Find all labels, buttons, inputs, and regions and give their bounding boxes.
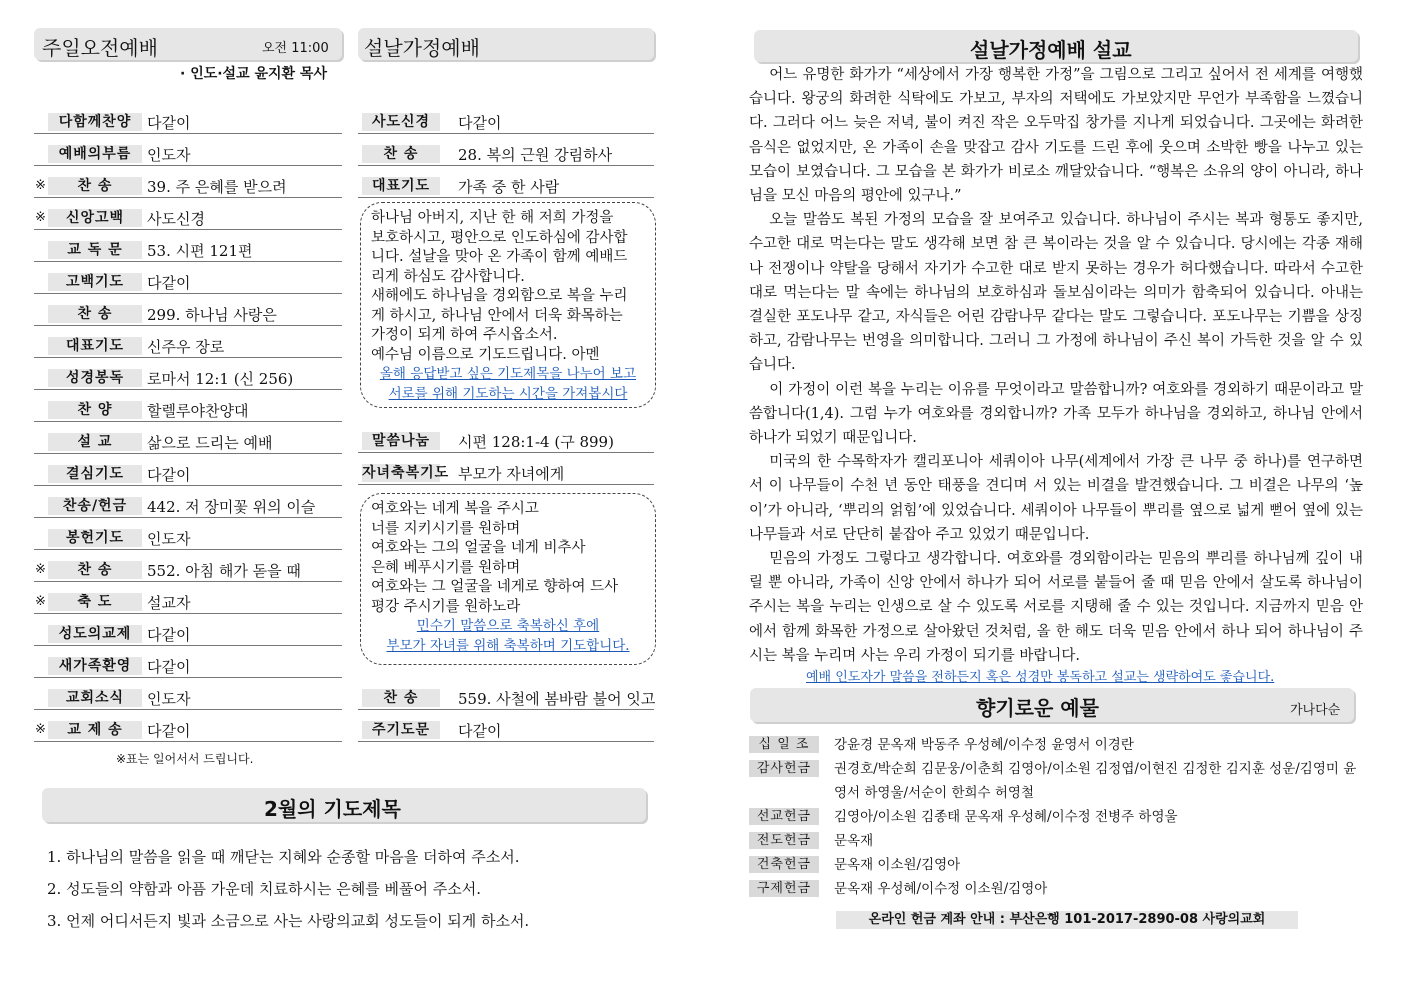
family-blessing-text: [371, 500, 645, 617]
offering-category: 전도헌금: [749, 832, 819, 849]
order-row: [358, 420, 654, 453]
offering-row: [749, 733, 1363, 757]
sermon-paragraph: 어느 유명한 화가가 “세상에서 가장 행복한 가정”을 그림으로 그리고 싶어서 전 세계를 여행했습니다. 왕궁의 화려한 식탁에도 가보고, 부자의 저택에도 가보았지만 무언가 부족함을 느꼈습니다. 그러다 어느 늦은 저녁, 불이 켜진 작은 오두막집 창가를 지나게 되었습니다. 그곳에는 화려한 음식은 없었지만, 온 가족이 손을 맞잡고 감사 기도를 드린 후에 웃으며 소박한 빵을 나누고 있는 모습이 보였습니다. 그 모습을 본 화가가 비로소 깨달았습니다. “행복은 소유의 양이 아니라, 하나님을 모신 마음의 평안에 있구나.”: [749, 67, 1363, 205]
online-account-notice: 온라인 헌금 계좌 안내 : 부산은행 101-2017-2890-08 사랑의교회: [836, 911, 1298, 929]
order-row: [34, 421, 342, 454]
order-label: 대표기도: [48, 337, 142, 355]
morning-footnote: ※표는 일어서서 드립니다.: [116, 752, 254, 766]
order-label: 말씀나눔: [362, 432, 440, 450]
order-label: 축 도: [48, 593, 142, 611]
order-label: 사도신경: [362, 113, 440, 131]
order-value: 할렐루야찬양대: [147, 402, 249, 420]
box-guide-line: 민수기 말씀으로 축복하신 후에: [416, 618, 600, 634]
box-line: 니다. 설날을 맞아 온 가족이 함께 예배드: [371, 249, 628, 265]
order-row: [358, 133, 654, 166]
box-line: 평강 주시기를 원하노라: [371, 598, 521, 615]
morning-service-time: 오전 11:00: [262, 41, 329, 56]
order-value: 인도자: [147, 146, 191, 164]
family-service-title: 설날가정예배: [364, 36, 480, 60]
order-value: 삶으로 드리는 예배: [147, 434, 273, 452]
order-value: 39. 주 은혜를 받으려: [147, 178, 287, 196]
order-label: 봉헌기도: [48, 529, 142, 547]
order-row: [34, 549, 342, 582]
offering-row: [749, 805, 1363, 829]
order-row: [358, 452, 654, 485]
standing-mark: ※: [35, 594, 46, 609]
order-value: 다같이: [458, 722, 502, 740]
order-label: 주기도문: [362, 721, 440, 739]
order-label: 교회소식: [48, 689, 142, 707]
order-row: [34, 133, 342, 166]
order-value: 다같이: [458, 114, 502, 132]
offering-title: 향기로운 예물: [976, 696, 1099, 720]
order-row: [358, 677, 654, 710]
order-label: 대표기도: [362, 177, 440, 195]
offering-row: [749, 829, 1363, 853]
order-row: [34, 517, 342, 550]
order-value: 인도자: [147, 690, 191, 708]
order-value: 부모가 자녀에게: [458, 465, 565, 483]
order-label: 교 제 송: [48, 721, 142, 739]
morning-service-title: 주일오전예배: [42, 36, 158, 60]
order-label: 찬 송: [48, 561, 142, 579]
family-prayer-box: [360, 202, 656, 408]
box-line: 여호와는 네게 복을 주시고: [371, 501, 539, 517]
box-line: 게 하시고, 하나님 안에서 더욱 화목하는: [371, 307, 623, 324]
order-row: [34, 165, 342, 198]
order-label: 예배의부름: [48, 145, 142, 163]
order-value: 53. 시편 121편: [147, 242, 253, 260]
order-row: [358, 101, 654, 134]
order-label: 설 교: [48, 433, 142, 451]
standing-mark: ※: [35, 178, 46, 193]
prayer-topics-header: [42, 788, 646, 822]
order-value: 다같이: [147, 114, 191, 132]
prayer-topics-title: 2월의 기도제목: [264, 797, 401, 821]
order-value: 552. 아침 해가 돋을 때: [147, 562, 301, 580]
order-value: 사도신경: [147, 210, 205, 228]
sermon-header: [754, 30, 1358, 62]
box-line: 가정이 되게 하여 주시옵소서.: [371, 327, 558, 343]
family-service-header: [358, 28, 654, 60]
order-label: 성도의교제: [48, 625, 142, 643]
order-label: 결심기도: [48, 465, 142, 483]
offering-category: 선교헌금: [749, 808, 819, 825]
order-row: [34, 325, 342, 358]
order-label: 교 독 문: [48, 241, 142, 259]
order-row: [34, 581, 342, 614]
order-value: 신주우 장로: [147, 338, 225, 356]
order-label: 자녀축복기도: [362, 465, 450, 481]
order-value: 다같이: [147, 658, 191, 676]
sermon-note: 예배 인도자가 말씀을 전하든지 혹은 성경만 봉독하고 설교는 생략하여도 좋습니다.: [806, 670, 1275, 685]
offering-names: 권경호/박순희 김문웅/이춘희 김영아/이소원 김정엽/이현진 김정한 김지훈 성운/김영미 윤영서 하영울/서순이 한희수 허영철: [834, 761, 1357, 801]
offering-names: 문옥재 우성혜/이수정 이소원/김영아: [834, 881, 1048, 897]
order-row: [358, 165, 654, 198]
offering-category: 구제헌금: [749, 880, 819, 897]
morning-leader: · 인도·설교 윤지환 목사: [180, 66, 327, 82]
order-row: [358, 709, 654, 742]
order-label: 성경봉독: [48, 369, 142, 387]
offering-category: 건축헌금: [749, 856, 819, 873]
sermon-paragraph: 오늘 말씀도 복된 가정의 모습을 잘 보여주고 있습니다. 하나님이 주시는 복과 형통도 좋지만, 수고한 대로 먹는다는 말도 생각해 보면 참 큰 복이라는 것을 알 수 있습니다. 당시에는 각종 재해나 전쟁이나 약탈을 당해서 자기가 수고한 대로 받지 못하는 경우가 허다했습니다. 따라서 수고한 대로 먹는다는 말 속에는 하나님의 보호하심과 돌보심이라는 의미가 함축되어 있습니다. 아내는 결실한 포도나무 같고, 자식들은 어린 감람나무 같다는 말도 그렇습니다. 포도나무는 기쁨을 상징하고, 감람나무는 번영을 의미합니다. 그러니 그 가정에 하나님이 주신 복이 가득한 것을 알 수 있습니다.: [749, 212, 1363, 374]
offering-row: [749, 757, 1363, 805]
family-prayer-text: [371, 209, 645, 365]
order-label: 찬송/헌금: [48, 497, 142, 515]
offering-names: 김영아/이소원 김종태 문옥재 우성혜/이수정 전병주 하영울: [834, 809, 1178, 825]
order-label: 다함께찬양: [48, 113, 142, 131]
box-line: 하나님 아버지, 지난 한 해 저희 가정을: [371, 210, 614, 226]
sermon-paragraph: 믿음의 가정도 그렇다고 생각합니다. 여호와를 경외함이라는 믿음의 뿌리를 하나님께 깊이 내릴 뿐 아니라, 가족이 신앙 안에서 하나가 되어 서로를 붙들어 줄 때 믿음 안에서 살도록 하나님이 주시는 복을 누리는 인생으로 살 수 있도록 서로를 지탱해 줄 수 있는 것입니다. 지금까지 믿음 안에서 함께 화목한 가정으로 살아왔던 것처럼, 올 한 해도 더욱 믿음 안에서 하나 되어 하나님이 주시는 복을 누리며 사는 우리 가정이 되기를 바랍니다.: [749, 551, 1363, 664]
standing-mark: ※: [35, 562, 46, 577]
order-value: 인도자: [147, 530, 191, 548]
order-row: [34, 485, 342, 518]
order-row: [34, 453, 342, 486]
order-value: 559. 사철에 봄바람 불어 잇고: [458, 690, 656, 708]
morning-service-header: [34, 28, 342, 60]
prayer-topic-item: 3. 언제 어디서든지 빛과 소금으로 사는 사랑의교회 성도들이 되게 하소서.: [47, 912, 530, 930]
standing-mark: ※: [35, 210, 46, 225]
family-blessing-guide: [371, 617, 645, 656]
box-line: 예수님 이름으로 기도드립니다. 아멘: [371, 346, 600, 363]
order-row: [34, 613, 342, 646]
order-label: 찬 송: [48, 177, 142, 195]
sermon-paragraph: 이 가정이 이런 복을 누리는 이유를 무엇이라고 말씀합니까? 여호와를 경외하기 때문이라고 말씀합니다(1,4). 그럼 누가 여호와를 경외합니까? 가족 모두가 하나님을 경외하고, 하나님 안에서 하나가 되었기 때문입니다.: [749, 381, 1363, 447]
prayer-topic-item: 2. 성도들의 약함과 아픔 가운데 치료하시는 은혜를 베풀어 주소서.: [47, 880, 481, 898]
offering-row: [749, 877, 1363, 901]
order-value: 로마서 12:1 (신 256): [147, 370, 294, 388]
order-value: 다같이: [147, 466, 191, 484]
box-line: 은혜 베푸시기를 원하며: [371, 559, 521, 576]
offering-category: 감사헌금: [749, 760, 819, 777]
order-row: [34, 229, 342, 262]
order-label: 새가족환영: [48, 657, 142, 675]
order-value: 시편 128:1-4 (구 899): [458, 433, 614, 451]
box-line: 여호와는 그 얼굴을 네게로 향하여 드사: [371, 579, 619, 595]
order-row: [34, 645, 342, 678]
order-value: 다같이: [147, 626, 191, 644]
box-line: 보호하시고, 평안으로 인도하심에 감사합: [371, 229, 628, 246]
order-row: [34, 197, 342, 230]
order-label: 찬 양: [48, 401, 142, 419]
family-blessing-box: [360, 493, 656, 665]
order-row: [34, 293, 342, 326]
order-label: 찬 송: [362, 689, 440, 707]
standing-mark: ※: [35, 722, 46, 737]
order-value: 28. 복의 근원 강림하사: [458, 146, 613, 164]
offering-names: 문옥재: [834, 833, 874, 849]
order-row: [34, 389, 342, 422]
order-row: [34, 261, 342, 294]
order-row: [34, 101, 342, 134]
sermon-body: [749, 63, 1363, 668]
offering-names: 문옥재 이소원/김영아: [834, 857, 961, 873]
offering-row: [749, 853, 1363, 877]
offering-category: 십 일 조: [749, 736, 819, 753]
order-value: 다같이: [147, 274, 191, 292]
order-value: 다같이: [147, 722, 191, 740]
box-guide-line: 서로를 위해 기도하는 시간을 가져봅시다: [388, 385, 628, 402]
family-prayer-guide: [371, 365, 645, 404]
order-label: 신앙고백: [48, 209, 142, 227]
order-label: 찬 송: [48, 305, 142, 323]
order-value: 442. 저 장미꽃 위의 이슬: [147, 498, 316, 516]
sermon-paragraph: 미국의 한 수목학자가 캘리포니아 세쿼이아 나무(세계에서 가장 큰 나무 중 하나)를 연구하면서 이 나무들이 수천 년 동안 태풍을 견디며 서 있는 비결을 발견했습니다. 그 비결은 나무의 ‘높이’가 아니라, ‘뿌리의 얽힘’에 있었습니다. 세쿼이아 나무들이 뿌리를 옆으로 넓게 뻗어 옆에 있는 나무들과 서로 단단히 붙잡아 주고 있었기 때문입니다.: [749, 454, 1363, 543]
box-line: 너를 지키시기를 원하며: [371, 520, 521, 537]
box-line: 여호와는 그의 얼굴을 네게 비추사: [371, 540, 586, 556]
prayer-topic-item: 1. 하나님의 말씀을 읽을 때 깨닫는 지혜와 순종할 마음을 더하여 주소서.: [47, 848, 520, 866]
order-value: 299. 하나님 사랑은: [147, 306, 277, 324]
offering-names: 강윤경 문옥재 박동주 우성혜/이수정 윤영서 이경란: [834, 737, 1134, 753]
order-row: [34, 709, 342, 742]
offering-order: 가나다순: [1290, 703, 1341, 718]
box-guide-line: 부모가 자녀를 위해 축복하며 기도합니다.: [386, 637, 630, 654]
order-row: [34, 677, 342, 710]
box-line: 새해에도 하나님을 경외함으로 복을 누리: [371, 288, 628, 304]
order-value: 가족 중 한 사람: [458, 178, 560, 196]
order-value: 설교자: [147, 594, 191, 612]
sermon-title: 설날가정예배 설교: [970, 38, 1132, 62]
offering-header: [750, 688, 1354, 722]
box-guide-line: 올해 응답받고 싶은 기도제목을 나누어 보고: [379, 366, 637, 382]
box-line: 리게 하심도 감사합니다.: [371, 268, 525, 285]
order-label: 찬 송: [362, 145, 440, 163]
order-row: [34, 357, 342, 390]
order-label: 고백기도: [48, 273, 142, 291]
